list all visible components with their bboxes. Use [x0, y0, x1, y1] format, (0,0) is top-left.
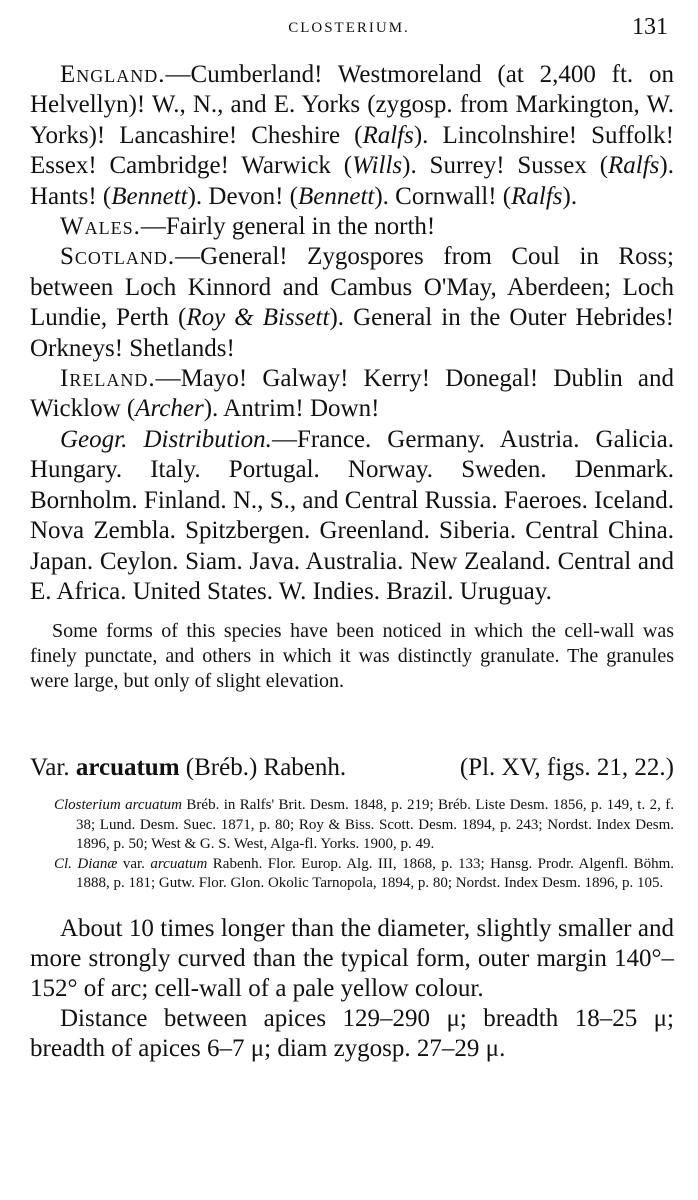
wales-paragraph: [30, 212, 674, 242]
archer-ref: Archer: [135, 395, 204, 423]
variety-name: arcuatum: [75, 754, 180, 782]
running-head: CLOSTERIUM.: [288, 20, 410, 36]
species-note: Some forms of this species have been noticed in which the cell-wall was finely punctate, and others in which it was distinctly granulate. The granules were large, but only of slight elevation.: [30, 620, 674, 693]
ralfs-ref: Ralfs: [511, 182, 563, 210]
citation-entry: [54, 796, 674, 855]
geogr-distribution-label: Geogr. Distribution.: [60, 425, 272, 453]
ireland-paragraph: [30, 364, 674, 425]
scotland-paragraph: [30, 242, 674, 364]
variety-prefix: Var.: [30, 754, 76, 782]
geogr-distribution-text: —France. Germany. Austria. Galicia. Hungary. Italy. Portugal. Norway. Sweden. Denmark. Bornholm. Finland. N., S., and Central Russia. Faeroes. Iceland. Nova Zembla. Spitzbergen. Greenland. Siberia. Central China. Japan. Ceylon. Siam. Java. Australia. New Zealand. Central and E. Africa. United States. W. Indies. Brazil. Uruguay.: [30, 425, 674, 605]
wales-label: Wales.: [60, 213, 141, 241]
england-text-2: ). Lincolnshire! Suffolk! Essex! Cambridge! Warwick (: [30, 121, 674, 180]
ralfs-ref: Ralfs: [362, 121, 414, 149]
scotland-text-1: —General! Zygospores from Coul in Ross; between Loch Kinnord and Cambus O'May, Aberdeen; Loch Lundie, Perth (: [30, 243, 674, 332]
citation-text: Bréb. in Ralfs' Brit. Desm. 1848, p. 219; Bréb. Liste Desm. 1856, p. 149, t. 2, f. 38; Lund. Desm. Suec. 1871, p. 80; Roy & Biss. Scott. Desm. 1894, p. 243; Nordst. Index Desm. 1896, p. 50; West & G. S. West, Alga-fl. Yorks. 1900, p. 49.: [76, 797, 674, 853]
citation-var: var.: [117, 855, 151, 872]
scotland-text-2: ). General in the Outer Hebrides! Orkneys! Shetlands!: [30, 304, 674, 362]
description-paragraph: About 10 times longer than the diameter, slightly smaller and more strongly curved than the typical form, outer margin 140°–152° of arc; cell-wall of a pale yellow colour.: [30, 914, 674, 1002]
synonymy-block: [30, 796, 674, 894]
england-text-3: ). Surrey! Sussex (: [402, 152, 609, 180]
england-text-7: ).: [562, 182, 578, 210]
variety-heading: [30, 752, 674, 784]
wills-ref: Wills: [352, 152, 403, 180]
wales-text: —Fairly general in the north!: [140, 213, 436, 241]
ireland-text-1: —Mayo! Galway! Kerry! Donegal! Dublin and Wicklow (: [30, 365, 674, 423]
ireland-label: Ireland.: [60, 365, 156, 393]
measurements-paragraph: Distance between apices 129–290 μ; breadth 18–25 μ; breadth of apices 6–7 μ; diam zygosp. 27–29 μ.: [30, 1004, 674, 1062]
citation-entry: [54, 855, 674, 894]
england-text-5: ). Devon! (: [187, 182, 298, 210]
page-body: [30, 60, 674, 1064]
page-number: 131: [632, 14, 668, 40]
ireland-text-2: ). Antrim! Down!: [203, 395, 380, 423]
variety-authority: (Bréb.) Rabenh.: [179, 754, 347, 782]
citation-text: Rabenh. Flor. Europ. Alg. III, 1868, p. 133; Hansg. Prodr. Algenfl. Böhm. 1888, p. 181; Gutw. Flor. Glon. Okolic Tarnopola, 1894, p. 80; Nordst. Index Desm. 1896, p. 105.: [76, 855, 674, 892]
citation-taxon: Closterium arcuatum: [54, 797, 183, 814]
variety-plates: (Pl. XV, figs. 21, 22.): [459, 754, 674, 782]
england-text-6: ). Cornwall! (: [374, 182, 512, 210]
scotland-label: Scotland.: [60, 243, 176, 271]
citation-variety: arcuatum: [150, 855, 208, 872]
england-paragraph: [30, 60, 674, 212]
bennett-ref: Bennett: [297, 182, 375, 210]
geogr-distribution-paragraph: [30, 425, 674, 607]
ralfs-ref: Ralfs: [608, 152, 660, 180]
citation-taxon: Cl. Dianæ: [54, 855, 118, 872]
bennett-ref: Bennett: [111, 182, 188, 210]
england-text-4: ). Hants! (: [30, 152, 674, 210]
roy-bissett-ref: Roy & Bissett: [186, 304, 330, 332]
england-text-1: —Cumberland! Westmoreland (at 2,400 ft. on Helvellyn)! W., N., and E. Yorks (zygosp. from Markington, W. Yorks)! Lancashire! Cheshire (: [30, 61, 674, 149]
england-label: England.: [60, 61, 166, 88]
page-header: [0, 14, 698, 50]
